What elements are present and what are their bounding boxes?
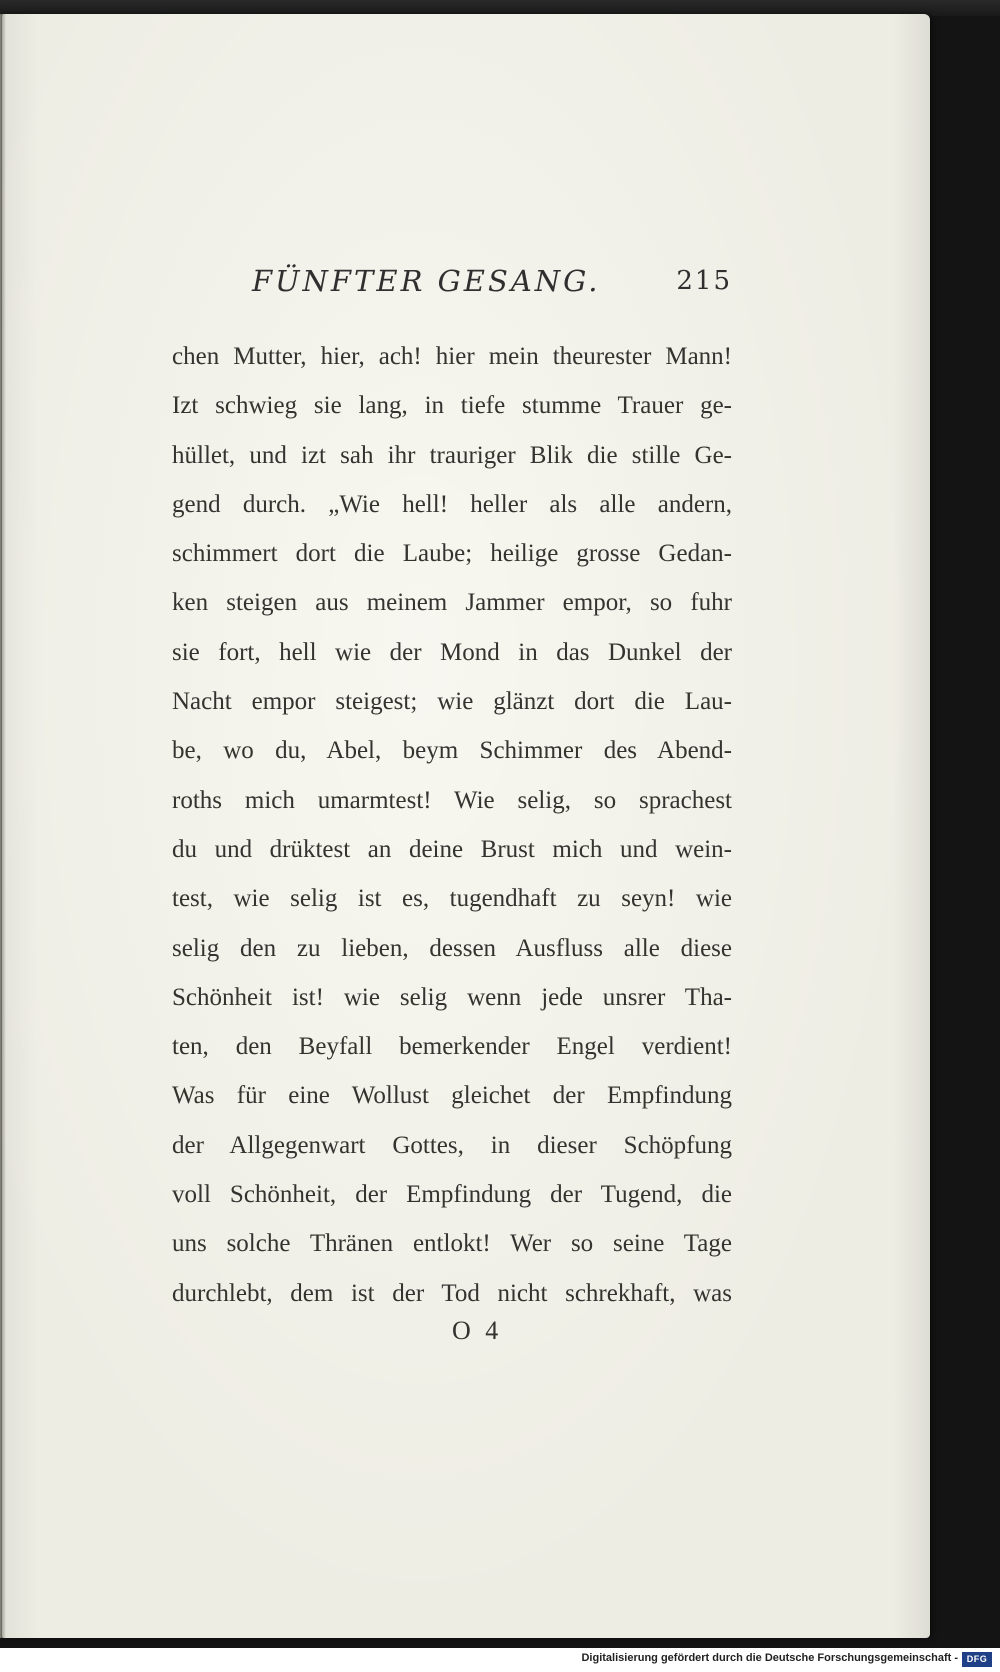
page-number: 215 [676,266,732,296]
running-title: FÜNFTER GESANG. [252,264,601,298]
text-line: Schönheit ist! wie selig wenn jede unsrer Tha- [172,983,732,1011]
text-line: voll Schönheit, der Empfindung der Tugend, die [172,1181,732,1209]
text-line: sie fort, hell wie der Mond in das Dunkel der [172,638,732,666]
text-line: hüllet, und izt sah ihr trauriger Blik die stille Ge- [172,441,732,469]
text-line: ken steigen aus meinem Jammer empor, so fuhr [172,589,732,617]
text-line: ten, den Beyfall bemerkender Engel verdient! [172,1033,732,1061]
text-line: der Allgegenwart Gottes, in dieser Schöpfung [172,1131,732,1159]
footer-credit: Digitalisierung gefördert durch die Deutsche Forschungsgemeinschaft - [581,1652,958,1664]
text-line: Nacht empor steigest; wie glänzt dort die Lau- [172,688,732,716]
book-page [2,14,930,1638]
text-line: du und drüktest an deine Brust mich und wein- [172,835,732,863]
text-line: uns solche Thränen entlokt! Wer so seine Tage [172,1230,732,1258]
text-line: chen Mutter, hier, ach! hier mein theurester Mann! [172,343,732,370]
text-line: selig den zu lieben, dessen Ausfluss alle diese [172,934,732,962]
text-line: roths mich umarmtest! Wie selig, so sprachest [172,786,732,814]
text-line: Was für eine Wollust gleichet der Empfindung [172,1082,732,1110]
text-line: durchlebt, dem ist der Tod nicht schrekhaft, was [172,1279,732,1307]
dfg-logo-icon: DFG [962,1652,992,1667]
text-line: schimmert dort die Laube; heilige grosse Gedan- [172,540,732,568]
signature-mark: O 4 [452,1316,503,1345]
page-gutter-shadow [0,14,6,1638]
body-text [172,332,732,1318]
text-line: test, wie selig ist es, tugendhaft zu seyn! wie [172,885,732,913]
text-line: Izt schwieg sie lang, in tiefe stumme Trauer ge- [172,392,732,420]
page-header [252,264,732,304]
text-line: be, wo du, Abel, beym Schimmer des Abend- [172,737,732,765]
footer-bar [0,1648,1000,1672]
text-line: gend durch. „Wie hell! heller als alle andern, [172,490,732,518]
